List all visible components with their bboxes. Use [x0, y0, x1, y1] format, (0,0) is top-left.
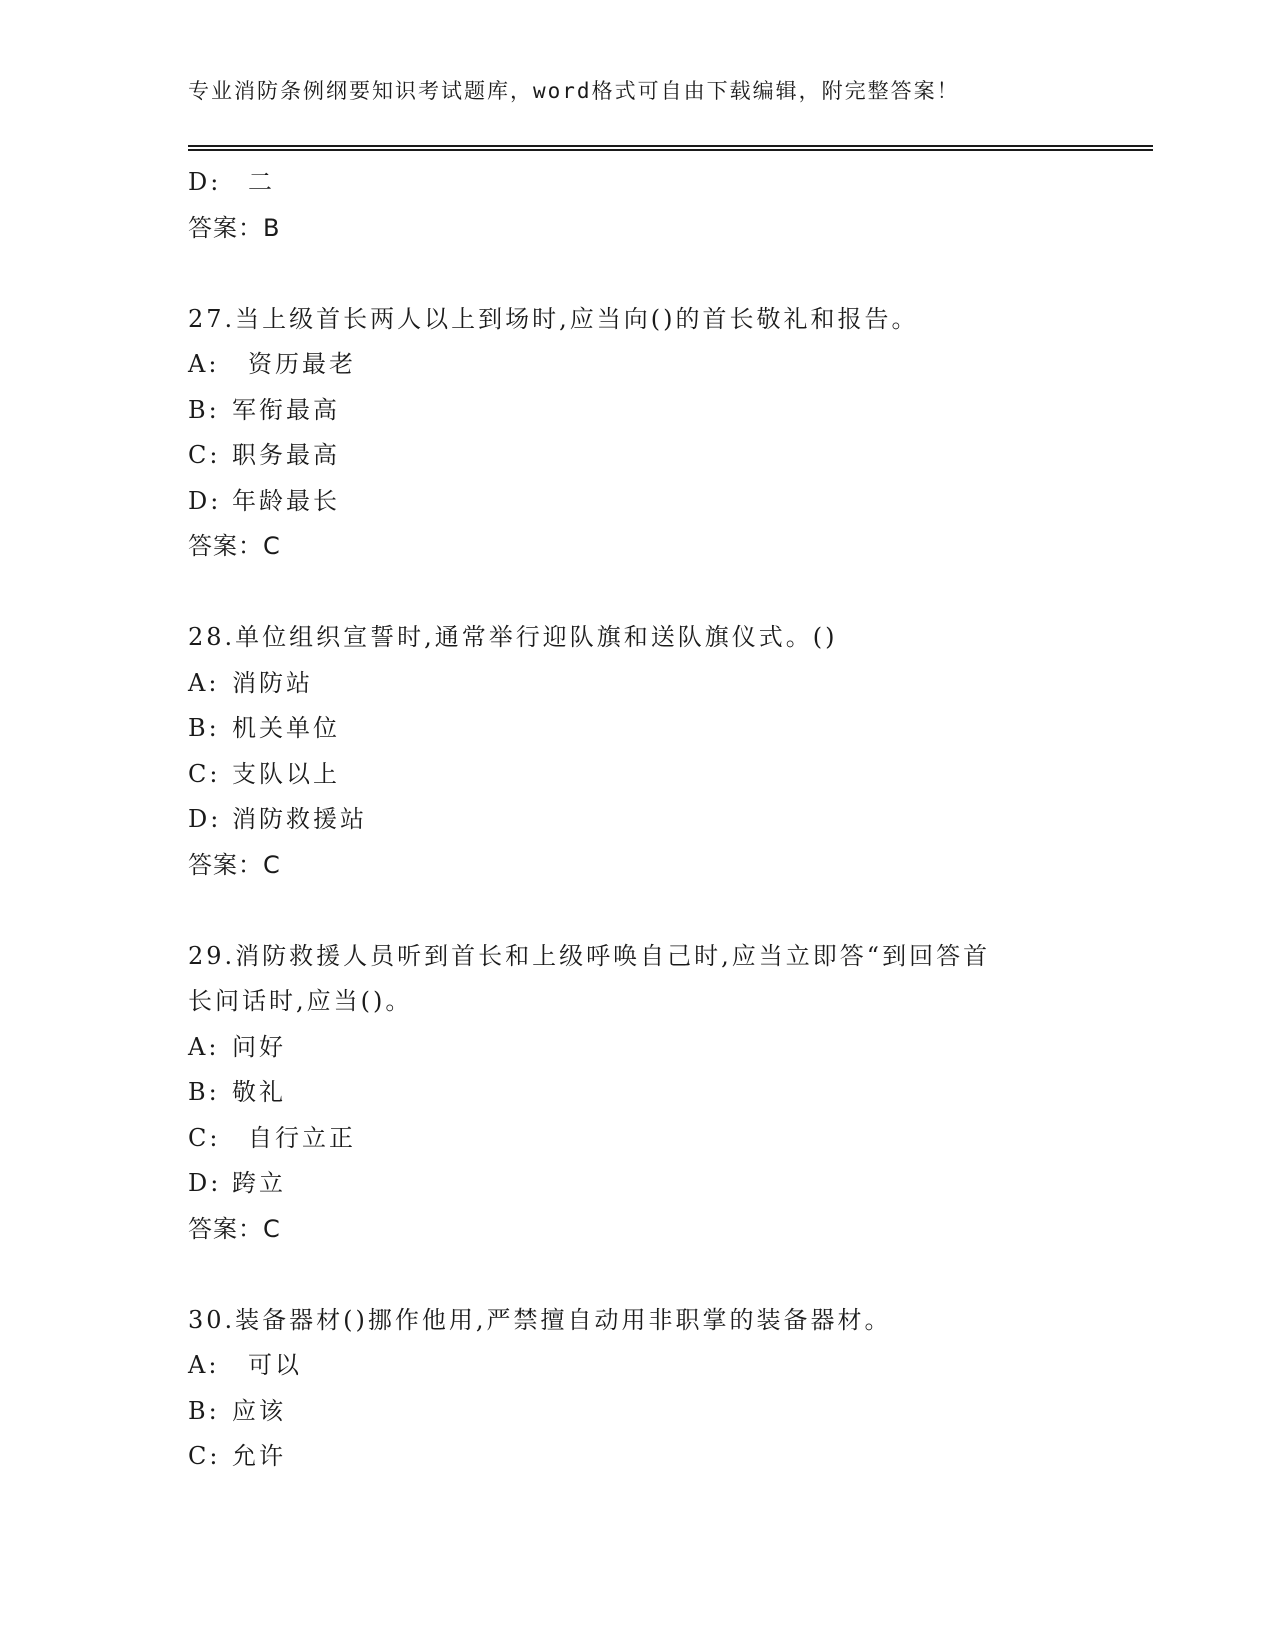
- option-c: [188, 1434, 1088, 1480]
- option-label: C:: [188, 759, 221, 788]
- option-text: 年龄最长: [232, 486, 340, 515]
- option-d: [188, 797, 1088, 843]
- option-label: D:: [188, 486, 222, 515]
- option-label: A:: [188, 668, 220, 697]
- option-a: [188, 1343, 1088, 1389]
- option-d: [188, 479, 1088, 525]
- option-label: C:: [188, 441, 221, 469]
- option-text: 消防救援站: [232, 805, 367, 833]
- option-b: [188, 1070, 1088, 1116]
- option-d: [188, 1161, 1088, 1207]
- answer: 答案：C: [188, 850, 281, 879]
- question-stem-line1: 29.消防救援人员听到首长和上级呼唤自己时,应当立即答“到回答首: [188, 941, 991, 970]
- option-text: 机关单位: [232, 714, 340, 742]
- header-rule-top: [188, 145, 1153, 147]
- option-b: [188, 1389, 1088, 1435]
- answer: 答案：C: [188, 532, 281, 560]
- option-label: D:: [188, 1169, 222, 1197]
- option-label: C:: [188, 1442, 221, 1470]
- option-label: D:: [188, 168, 222, 196]
- option-label: B:: [188, 1396, 220, 1425]
- option-a: [188, 661, 1088, 707]
- option-text: 二: [248, 168, 275, 196]
- question-stem-line2: 长问话时,应当()。: [188, 987, 413, 1015]
- option-label: B:: [188, 395, 220, 424]
- option-a: [188, 1025, 1088, 1071]
- spacer: [188, 251, 1088, 297]
- option-text: 敬礼: [232, 1078, 286, 1106]
- spacer: [188, 1252, 1088, 1298]
- option-c: [188, 433, 1088, 479]
- option-text: 消防站: [232, 668, 313, 697]
- question-list: [188, 160, 1088, 1480]
- spacer: [188, 570, 1088, 616]
- option-text: 职务最高: [232, 441, 340, 469]
- option-b: [188, 706, 1088, 752]
- option-text: 应该: [232, 1396, 286, 1425]
- option-text: 允许: [232, 1442, 286, 1470]
- question-stem: 30.装备器材()挪作他用,严禁擅自动用非职掌的装备器材。: [188, 1305, 892, 1334]
- option-b: [188, 388, 1088, 434]
- option-text: 问好: [232, 1032, 286, 1061]
- question-stem: 27.当上级首长两人以上到场时,应当向()的首长敬礼和报告。: [188, 304, 919, 333]
- option-label: B:: [188, 1078, 220, 1106]
- option-c: [188, 752, 1088, 798]
- option-a: [188, 342, 1088, 388]
- answer: 答案：B: [188, 213, 281, 242]
- answer: 答案：C: [188, 1214, 281, 1243]
- option-text: 支队以上: [232, 759, 340, 788]
- option-label: A:: [188, 350, 220, 378]
- option-d: [188, 160, 1088, 206]
- spacer: [188, 888, 1088, 934]
- question-stem: 28.单位组织宣誓时,通常举行迎队旗和送队旗仪式。(): [188, 623, 838, 651]
- option-label: D:: [188, 805, 222, 833]
- option-text: 自行立正: [248, 1123, 356, 1152]
- option-label: A:: [188, 1032, 220, 1061]
- option-label: B:: [188, 714, 220, 742]
- option-text: 资历最老: [248, 350, 356, 378]
- option-label: A:: [188, 1351, 220, 1379]
- option-text: 跨立: [232, 1169, 286, 1197]
- option-label: C:: [188, 1123, 221, 1152]
- option-text: 军衔最高: [232, 395, 340, 424]
- header-rule-bottom: [188, 149, 1153, 151]
- page-header: 专业消防条例纲要知识考试题库，word格式可自由下载编辑，附完整答案！: [188, 79, 960, 103]
- option-c: [188, 1116, 1088, 1162]
- option-text: 可以: [248, 1351, 302, 1379]
